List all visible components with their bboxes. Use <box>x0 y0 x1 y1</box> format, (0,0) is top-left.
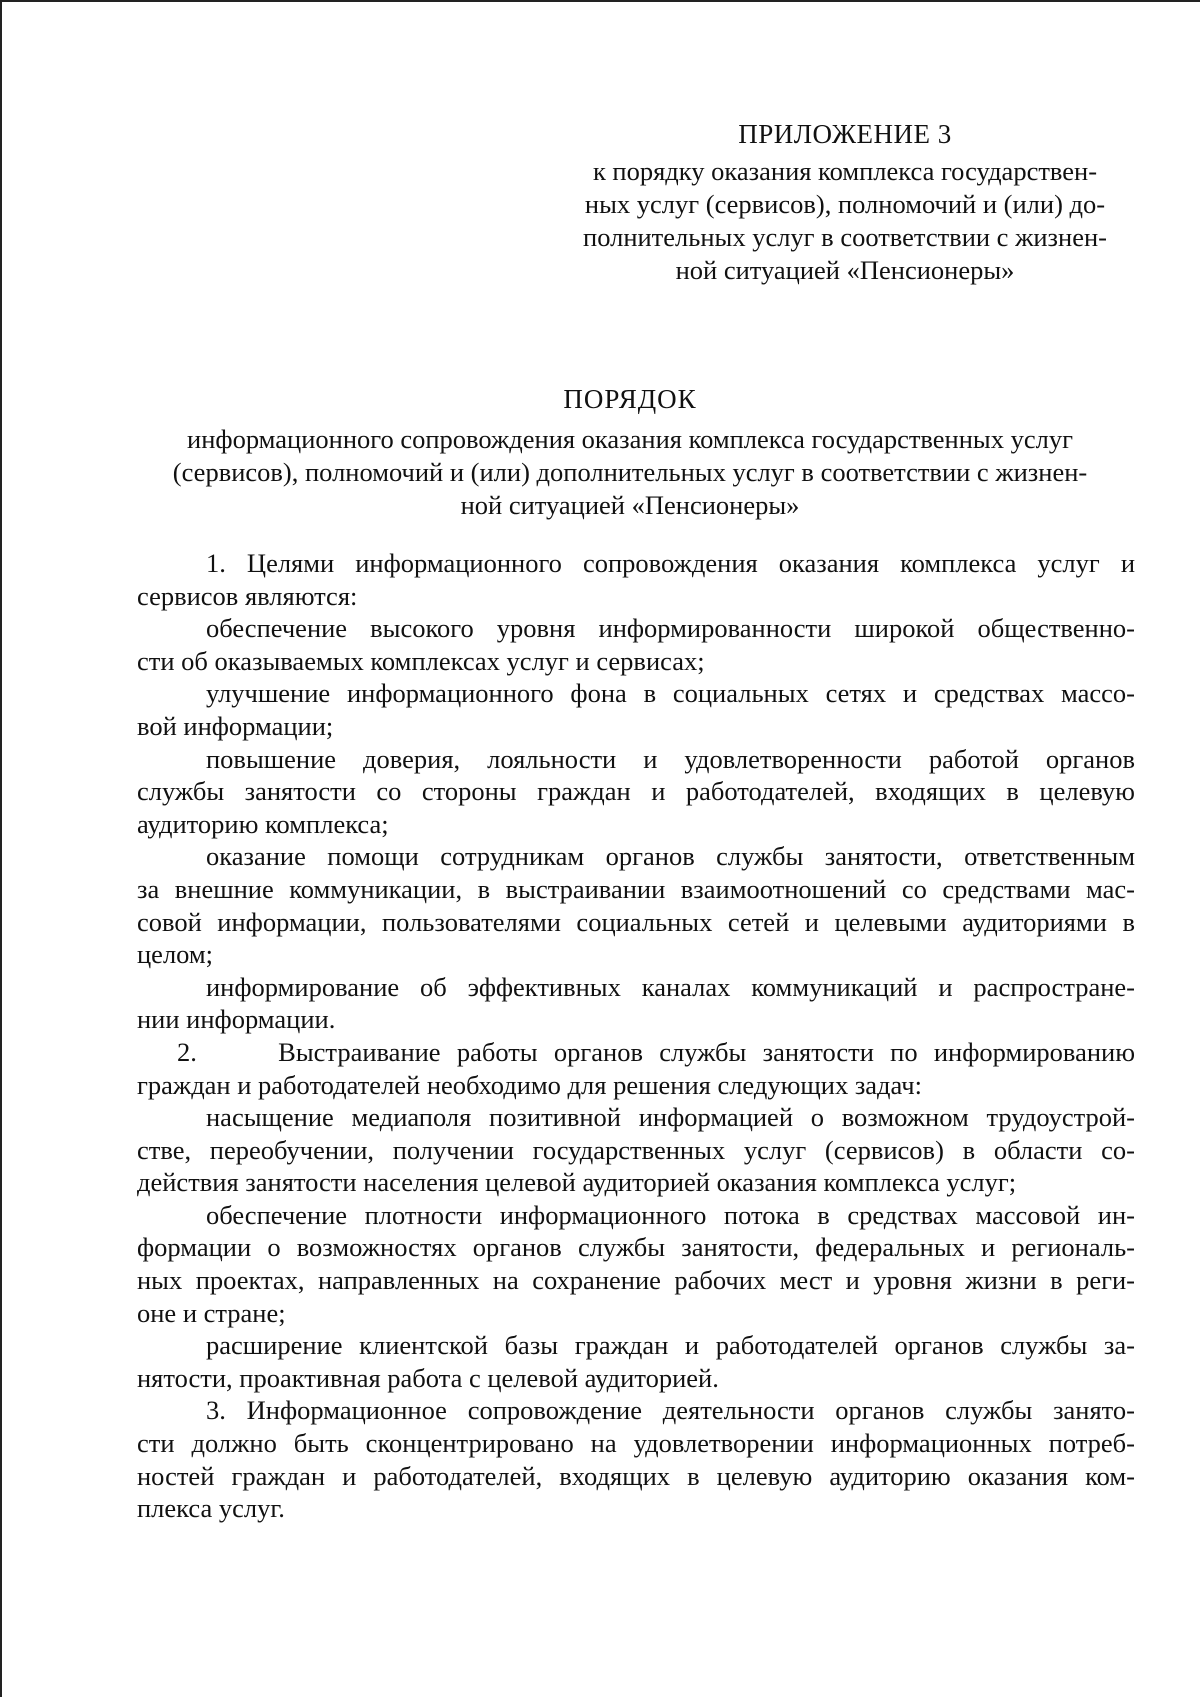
list-item <box>137 971 1135 1036</box>
paragraph-line: сти должно быть сконцентрировано на удовлетворении информационных потреб- <box>137 1428 1135 1459</box>
appendix-line: ных услуг (сервисов), полномочий и (или) до- <box>584 189 1106 219</box>
list-item <box>137 743 1135 841</box>
scan-border-left <box>0 0 2 1697</box>
list-item <box>137 612 1135 677</box>
paragraph-tasks <box>137 1036 1135 1101</box>
appendix-line: к порядку оказания комплекса государствен- <box>592 156 1098 186</box>
paragraph-line: за внешние коммуникации, в выстраивании взаимоотношений со средствами мас- <box>137 873 1135 904</box>
paragraph-line: сервисов являются: <box>137 580 358 611</box>
paragraph-goals <box>137 547 1135 612</box>
scan-border-top <box>0 0 1200 2</box>
appendix-line: ной ситуацией «Пенсионеры» <box>675 255 1015 285</box>
list-item <box>137 1101 1135 1199</box>
document-title-block <box>130 383 1130 522</box>
paragraph-line: плекса услуг. <box>137 1493 285 1524</box>
document-title: ПОРЯДОК <box>563 384 697 414</box>
paragraph-line: 2. Выстраивание работы органов службы занятости по информированию <box>177 1036 1135 1067</box>
paragraph-line: нии информации. <box>137 1004 336 1035</box>
paragraph-line: обеспечение плотности информационного потока в средствах массовой ин- <box>206 1199 1135 1230</box>
list-item <box>137 1329 1135 1394</box>
paragraph-focus <box>137 1394 1135 1524</box>
paragraph-line: сти об оказываемых комплексах услуг и сервисах; <box>137 645 705 676</box>
paragraph-line: стве, переобучении, получении государственных услуг (сервисов) в области со- <box>137 1134 1135 1165</box>
paragraph-line: оне и стране; <box>137 1297 286 1328</box>
list-item <box>137 1199 1135 1329</box>
paragraph-line: формации о возможностях органов службы занятости, федеральных и региональ- <box>137 1232 1135 1263</box>
paragraph-line: ных проектах, направленных на сохранение рабочих мест и уровня жизни в реги- <box>137 1265 1135 1296</box>
paragraph-line: 1. Целями информационного сопровождения оказания комплекса услуг и <box>206 548 1135 578</box>
document-subtitle-line: ной ситуацией «Пенсионеры» <box>460 490 800 520</box>
paragraph-line: совой информации, пользователями социальных сетей и целевыми аудиториями в <box>137 906 1135 937</box>
paragraph-line: граждан и работодателей необходимо для решения следующих задач: <box>137 1069 922 1100</box>
paragraph-line: нятости, проактивная работа с целевой аудиторией. <box>137 1362 719 1393</box>
paragraph-line: обеспечение высокого уровня информированности широкой общественно- <box>206 613 1135 644</box>
paragraph-line: действия занятости населения целевой аудиторией оказания комплекса услуг; <box>137 1167 1017 1198</box>
appendix-line: полнительных услуг в соответствии с жизнен- <box>583 222 1107 252</box>
paragraph-line: повышение доверия, лояльности и удовлетворенности работой органов <box>206 743 1135 774</box>
paragraph-line: 3. Информационное сопровождение деятельности органов службы занято- <box>206 1395 1135 1426</box>
paragraph-line: насыщение медиаполя позитивной информацией о возможном трудоустрой- <box>206 1102 1135 1133</box>
document-subtitle-line: (сервисов), полномочий и (или) дополнительных услуг в соответствии с жизнен- <box>172 457 1088 487</box>
paragraph-line: оказание помощи сотрудникам органов службы занятости, ответственным <box>206 841 1135 872</box>
paragraph-line: вой информации; <box>137 710 334 741</box>
paragraph-line: целом; <box>137 939 214 970</box>
paragraph-line: аудиторию комплекса; <box>137 808 389 839</box>
document-subtitle-line: информационного сопровождения оказания комплекса государственных услуг <box>187 424 1073 454</box>
appendix-title: ПРИЛОЖЕНИЕ 3 <box>738 119 952 149</box>
paragraph-line: информирование об эффективных каналах коммуникаций и распростране- <box>206 971 1135 1002</box>
list-item <box>137 677 1135 742</box>
paragraph-line: расширение клиентской базы граждан и работодателей органов службы за- <box>206 1330 1135 1361</box>
paragraph-line: ностей граждан и работодателей, входящих в целевую аудиторию оказания ком- <box>137 1460 1135 1491</box>
appendix-header <box>565 118 1125 287</box>
paragraph-line: службы занятости со стороны граждан и работодателей, входящих в целевую <box>137 776 1135 807</box>
list-item <box>137 840 1135 970</box>
paragraph-line: улучшение информационного фона в социальных сетях и средствах массо- <box>206 678 1135 709</box>
document-body <box>137 547 1135 1525</box>
